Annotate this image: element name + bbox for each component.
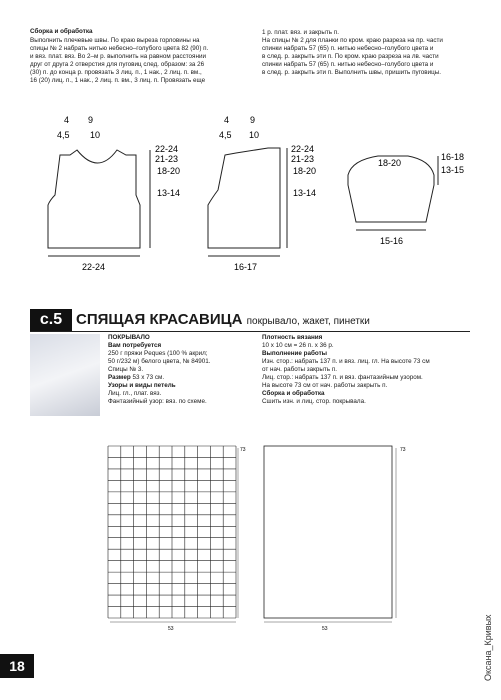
label-neck-left: 4 xyxy=(224,115,230,125)
work-label: Выполнение работы xyxy=(262,350,328,357)
text-line: (30) п. до конца р. провязать 3 лиц. п., 1 нак., 2 лиц. п. вм., xyxy=(30,69,202,76)
knitting-instructions xyxy=(262,334,477,406)
label-side-4: 13-14 xyxy=(157,188,181,198)
label-side-1: 22-24 xyxy=(155,144,179,154)
label-side-3: 18-20 xyxy=(293,166,317,176)
text-line: в след. р. закрыть эти п. Выполнить швы, пришить пуговицы. xyxy=(262,69,442,76)
assembly-heading: Сборка и обработка xyxy=(30,28,93,35)
size-value: 53 х 73 см. xyxy=(132,374,165,381)
section-divider xyxy=(30,331,470,332)
front-outline xyxy=(48,150,140,248)
watermark-text: Оксана_Кривых xyxy=(483,614,493,681)
pattern-front xyxy=(48,150,150,256)
text-line: Лиц. стор.: набрать 137 п. и вяз. фантазийным узором. xyxy=(262,374,423,381)
text-line: 50 г/232 м) белого цвета, № 84901. xyxy=(108,358,211,365)
section-title-main: СПЯЩАЯ КРАСАВИЦА xyxy=(76,311,243,328)
text-line: Лиц. гл., плат. вяз. xyxy=(108,390,162,397)
right-height-label: 73 xyxy=(400,447,406,453)
text-line: спинки набрать 57 (65) п. нитью небесно–голубого цвета и xyxy=(262,61,434,68)
label-neck-left: 4 xyxy=(64,115,70,125)
knitting-charts xyxy=(0,438,501,638)
blanket-heading: ПОКРЫВАЛО xyxy=(108,334,150,341)
label-side-3: 18-20 xyxy=(157,166,181,176)
text-line: спицы № 2 набрать нитью небесно–голубого цвета 82 (90) п. xyxy=(30,45,209,52)
label-side-2: 21-23 xyxy=(155,154,179,164)
density-label: Плотность вязания xyxy=(262,334,323,341)
text-line: от нач. работы закрыть п. xyxy=(262,366,337,373)
label-side-1: 16-18 xyxy=(441,152,465,162)
text-line: 16 (20) лиц. п., 1 нак., 2 лиц. п. вм., 3 лиц. п. Провязать еще xyxy=(30,77,206,84)
text-line: в след. р. закрыть эти п. По кром. краю разреза на лв. части xyxy=(262,53,439,60)
need-label: Вам потребуется xyxy=(108,342,162,349)
section-title xyxy=(76,310,370,332)
blanket-materials xyxy=(108,334,258,406)
label-side-2: 21-23 xyxy=(291,154,315,164)
label-width: 22-24 xyxy=(82,262,106,272)
label-side-1: 22-24 xyxy=(291,144,315,154)
text-line: Спицы № 3. xyxy=(108,366,144,373)
text-line: и вяз. плат. вяз. Во 2–м р. выполнить на равном расстоянии xyxy=(30,53,206,60)
assembly-left-text xyxy=(30,37,255,85)
size-label: Размер xyxy=(108,374,131,381)
page-number: 18 xyxy=(0,654,34,678)
plain-chart-right xyxy=(264,446,392,618)
pattern-back xyxy=(208,148,287,256)
label-neck-right: 9 xyxy=(250,115,256,125)
label-shoulder-right: 10 xyxy=(249,130,260,140)
patterns-label: Узоры и виды петель xyxy=(108,382,176,389)
density-value: 10 х 10 см = 26 п. х 36 р. xyxy=(262,342,334,349)
text-line: 250 г пряжи Peques (100 % акрил; xyxy=(108,350,208,357)
text-line: Фантазийный узор: вяз. по схеме. xyxy=(108,398,207,405)
label-shoulder-left: 4,5 xyxy=(57,130,70,140)
section-subtitle: покрывало, жакет, пинетки xyxy=(246,316,370,327)
label-width: 16-17 xyxy=(234,262,258,272)
size-line xyxy=(108,374,258,382)
left-height-label: 73 xyxy=(240,447,246,453)
text-line: 1 р. плат. вяз. и закрыть п. xyxy=(262,29,339,36)
assembly-right-text xyxy=(262,29,477,77)
left-width-label: 53 xyxy=(168,626,174,632)
pattern-diagrams xyxy=(0,110,501,280)
label-side-4: 13-14 xyxy=(293,188,317,198)
text-line: друг от друга 2 отверстия для пуговиц след. образом: за 26 xyxy=(30,61,205,68)
label-side-2: 13-15 xyxy=(441,165,465,175)
text-line: Выполнить плечевые швы. По краю выреза горловины на xyxy=(30,37,200,44)
label-shoulder-right: 10 xyxy=(90,130,101,140)
label-shoulder-left: 4,5 xyxy=(219,130,232,140)
grid-chart-left xyxy=(108,446,236,618)
section-tag: с.5 xyxy=(30,309,72,331)
right-width-label: 53 xyxy=(322,626,328,632)
label-neck-right: 9 xyxy=(88,115,94,125)
text-line: спинки набрать 57 (65) п. нитью небесно–голубого цвета и xyxy=(262,45,434,52)
label-top: 18-20 xyxy=(378,158,402,168)
watermark xyxy=(478,572,498,684)
label-width: 15-16 xyxy=(380,236,404,246)
product-photo xyxy=(30,334,100,416)
text-line: На спицы № 2 для планки по кром. краю разреза на пр. части xyxy=(262,37,443,44)
back-outline xyxy=(208,148,280,248)
assembly-line: Сшить изн. и лиц. стор. покрывала. xyxy=(262,398,366,405)
text-line: На высоте 73 см от нач. работы закрыть п. xyxy=(262,382,388,389)
assembly-label: Сборка и обработка xyxy=(262,390,325,397)
text-line: Изн. стор.: набрать 137 п. и вяз. лиц. гл. На высоте 73 см xyxy=(262,358,430,365)
